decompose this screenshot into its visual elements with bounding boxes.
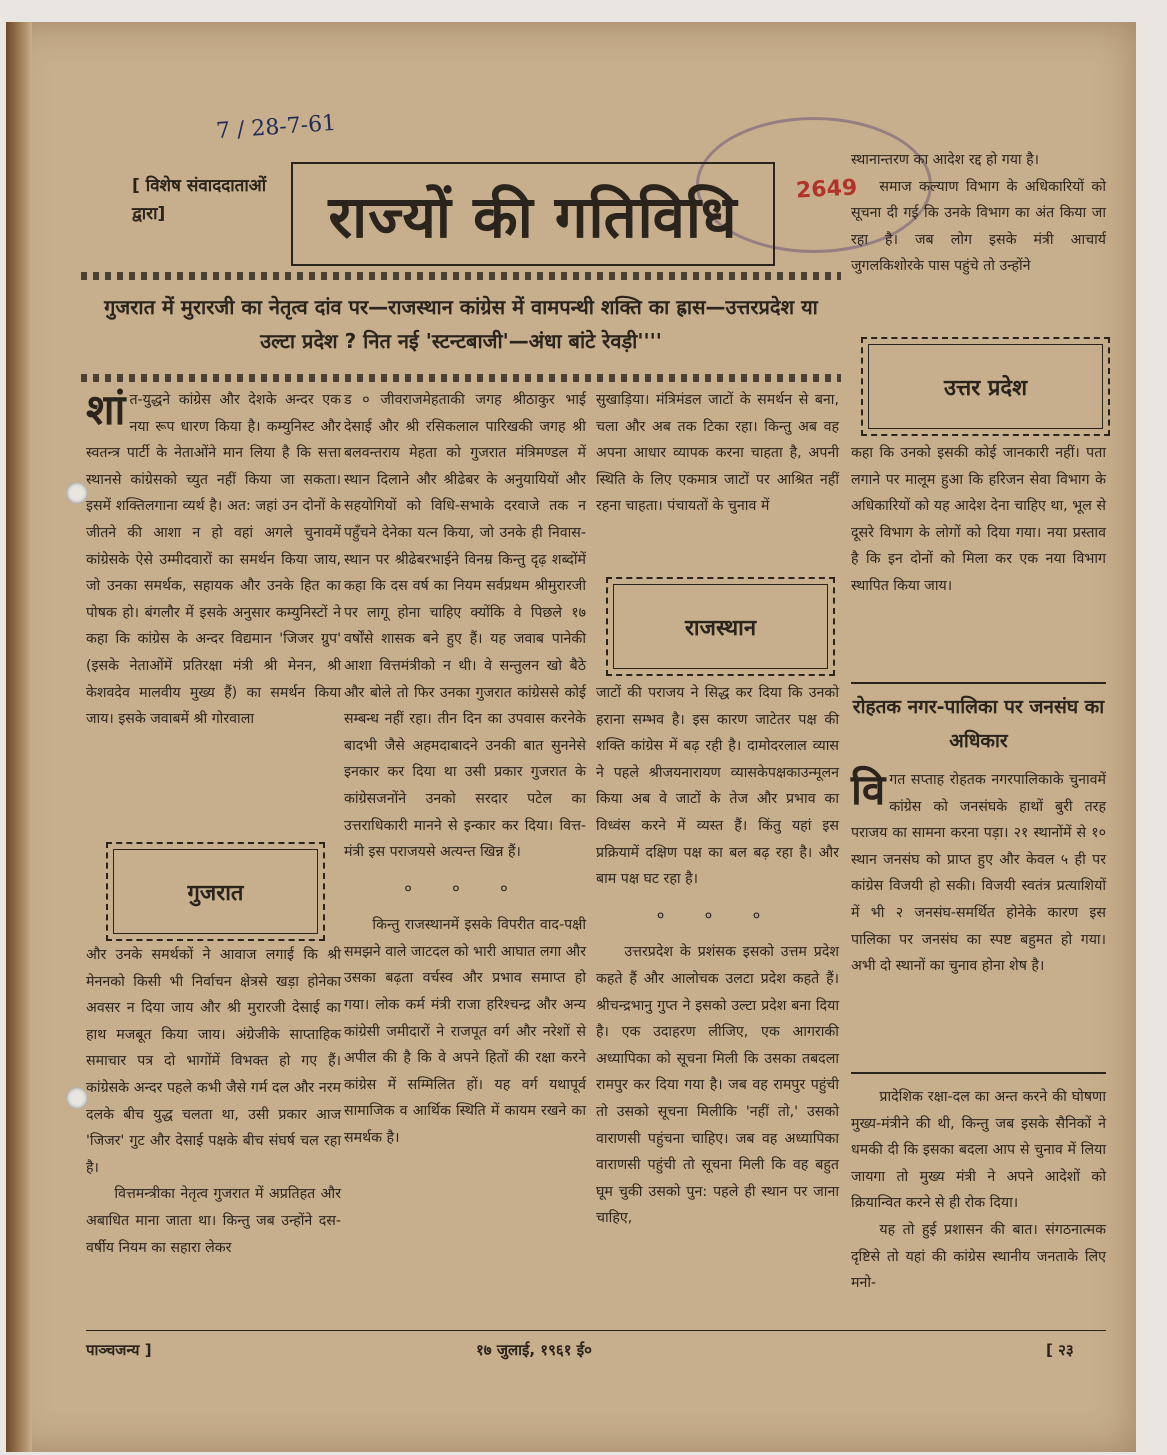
column-1: [86, 387, 341, 733]
punch-hole: [66, 1087, 88, 1109]
magazine-page: [6, 22, 1136, 1452]
section-heading-gujarat: गुजरात: [106, 842, 325, 941]
column-2-para: ड ० जीवराजमेहताकी जगह श्रीठाकुर भाई देसाई और श्री रसिकलाल पारिखकी जगह श्री बलवन्तराय मेहता को गुजरात मंत्रिमण्डल में स्थान दिलाने और श्रीढेबर के अनुयायियों और सहयोगियों को विधि-सभाके दरवाजे तक न पहुँचने देनेका यत्न किया, जो उनके ही निवास-स्थान पर श्रीढेबरभाईने विनम्र किन्तु दृढ़ शब्दोंमें कहा कि दस वर्ष का नियम सर्वप्रथम श्रीमुरारजी पर लागू होना चाहिए क्योंकि वे पिछले १७ वर्षोंसे शासक बने हुए हैं। यह जवाब पानेकी आशा वित्तमंत्रीको न थी। वे सन्तुलन खो बैठे और बोले तो फिर उनका गुजरात कांग्रेससे कोई सम्बन्ध नहीं रहा। तीन दिन का उपवास करनेके बादभी जैसे अहमदाबादने उनकी बात सुननेसे इनकार कर दिया था उसी प्रकार गुजरात के कांग्रेसजनोंने उनको सरदार पटेल का उत्तराधिकारी मानने से इन्कार कर दिया। वित्त-मंत्री इस पराजयसे अत्यन्त खिन्न हैं।: [344, 392, 586, 861]
column-divider: [851, 682, 1106, 684]
column-4-para: कहा कि उनको इसकी कोई जानकारी नहीं। पता लगाने पर मालूम हुआ कि हरिजन सेवा विभाग के अधिकारियों को यह आदेश देना चाहिए था, भूल से दूसरे विभाग के लोगों को दिया गया। नया प्रस्ताव है कि इन दोनों को मिला कर एक नया विभाग स्थापित किया जाय।: [851, 445, 1106, 594]
column-3-para: सुखाड़िया। मंत्रिमंडल जाटों के समर्थन से बना, चला और अब तक टिका रहा। किन्तु अब वह अपना आधार व्यापक करना चाहता है, अपनी स्थिति के लिए एकमात्र जाटों पर आश्रित नहीं रहना चाहता। पंचायतों के चुनाव में: [596, 392, 839, 515]
footer-publication: पाञ्चजन्य ]: [86, 1341, 152, 1359]
column-4-para: समाज कल्याण विभाग के अधिकारियों को सूचना दी गई कि उनके विभाग का अंत किया जा रहा है। जब लोग इसके मंत्री आचार्य जुगलकिशोरके पास पहुंचे तो उन्होंने: [851, 178, 1106, 275]
subheading-rohtak: रोहतक नगर-पालिका पर जनसंघ का अधिकार: [852, 696, 1105, 752]
punch-hole: [66, 482, 88, 504]
column-1-para: वित्तमन्त्रीका नेतृत्व गुजरात में अप्रतिहत और अबाधित माना जाता था। किन्तु जब उन्होंने दस-वर्षीय नियम का सहारा लेकर: [86, 1186, 341, 1256]
column-4-para: यह तो हुई प्रशासन की बात। संगठनात्मक दृष्टिसे तो यहां की कांग्रेस स्थानीय जनताके लिए मनो-: [851, 1221, 1106, 1292]
column-1-para: और उनके समर्थकों ने आवाज लगाई कि श्री मेननको किसी भी निर्वाचन क्षेत्रसे खड़ा होनेका अवसर न दिया जाय और श्री मुरारजी देसाई का हाथ मजबूत किया जाय। अंग्रेजीके साप्ताहिक समाचार पत्र दो भागोंमें विभक्त हो गए हैं। कांग्रेसके अन्दर पहले कभी जैसे गर्म दल और नरम दलके बीच युद्ध चलता था, उसी प्रकार आज 'जिजर' गुट और देसाई पक्षके बीच संघर्ष चल रहा है।: [86, 947, 341, 1176]
section-separator: ० ० ०: [656, 907, 779, 924]
dropcap: वि: [851, 765, 886, 814]
column-4-para: प्रादेशिक रक्षा-दल का अन्त करने की घोषणा मुख्य-मंत्रीने की थी, किन्तु जब इसके सैनिकों ने धमकी दी कि इसका बदला आप से चुनाव में लिया जायगा तो मुख्य मंत्री ने अपने आदेशों को क्रियान्वित करने से ही रोक दिया।: [851, 1089, 1106, 1212]
section-separator: ० ० ०: [404, 880, 526, 897]
handwritten-note: 7 / 28-7-61: [215, 110, 337, 145]
column-1-cont: [86, 942, 341, 1261]
column-4-para: स्थानान्तरण का आदेश रद्द हो गया है।: [851, 152, 1040, 168]
stamp-number: 2649: [795, 175, 858, 204]
page-title: राज्यों की गतिविधि: [291, 162, 775, 266]
footer-page-number: [ २३: [1046, 1341, 1074, 1359]
column-3-para: उत्तरप्रदेश के प्रशंसक इसको उत्तम प्रदेश कहते हैं और आलोचक उलटा प्रदेश कहते हैं। श्रीचन्द्रभानु गुप्त ने इसको उल्टा प्रदेश बना दिया है। एक उदाहरण लीजिए, एक आगराकी अध्यापिका को सूचना मिली कि उसका तबदला रामपुर कर दिया गया है। जब वह रामपुर पहुंची तो उसको सूचना मिलीकि 'नहीं तो,' उसको वाराणसी पहुंचना चाहिए। जब वह अध्यापिका वाराणसी पहुंची तो सूचना मिली कि वह बहुत घूम चुकी उसको पुन: पहले ही स्थान पर जाना चाहिए,: [596, 944, 839, 1227]
column-4-rohtak: [851, 767, 1106, 980]
column-4-para: गत सप्ताह रोहतक नगरपालिकाके चुनावमें कांग्रेस को जनसंघके हाथों बुरी तरह पराजय का सामना करना पड़ा। २१ स्थानोंमें से १० स्थान जनसंघ को प्राप्त हुए और केवल ५ ही पर कांग्रेस विजयी हो सकी। विजयी स्वतंत्र प्रत्याशियों में भी २ जनसंघ-समर्थित होनेके कारण इस पालिका पर जनसंघ का स्पष्ट बहुमत हो गया। अभी दो स्थानों का चुनाव होना शेष है।: [851, 772, 1106, 975]
column-divider: [851, 1072, 1106, 1074]
column-2: [344, 387, 586, 1152]
section-heading-rajasthan: राजस्थान: [606, 577, 835, 676]
footer-date: १७ जुलाई, १९६१ ई०: [476, 1341, 592, 1359]
footer-rule: [86, 1330, 1106, 1331]
column-4: [851, 147, 1106, 280]
dropcap: शां: [86, 385, 126, 434]
column-3: [596, 387, 839, 520]
column-4-end: [851, 1084, 1106, 1297]
column-2-para: किन्तु राजस्थानमें इसके विपरीत वाद-पक्षी समझने वाले जाटदल को भारी आघात लगा और उसका बढ़ता वर्चस्व और प्रभाव समाप्त हो गया। लोक कर्म मंत्री राजा हरिश्चन्द्र और अन्य कांग्रेसी जमीदारों ने राजपूत वर्ग और नरेशों से अपील की है कि वे अपने हितों की रक्षा करने कांग्रेस में सम्मिलित हों। यह वर्ग यथापूर्व सामाजिक व आर्थिक स्थिति में कायम रखने का समर्थक है।: [344, 917, 586, 1147]
wavy-rule: [81, 374, 841, 382]
column-3-cont: [596, 680, 839, 1232]
page-spine: [6, 22, 32, 1452]
wavy-rule: [81, 272, 841, 280]
headline: गुजरात में मुरारजी का नेतृत्व दांव पर—राजस्थान कांग्रेस में वामपन्थी शक्ति का ह्रास—उत्तरप्रदेश या उल्टा प्रदेश ? नित नई 'स्टन्टबाजी'—अंधा बांटे रेवड़ी'''': [104, 295, 818, 353]
column-4-cont: [851, 440, 1106, 600]
byline: [ विशेष संवाददाताओं द्वारा]: [132, 176, 267, 224]
column-1-para: त-युद्धने कांग्रेस और देशके अन्दर एक नया रूप धारण किया है। कम्युनिस्ट और स्वतन्त्र पार्टी के नेताओंने मान लिया है कि सत्ता स्थानसे कांग्रेसको च्युत नहीं किया जा सकता। इसमें शक्तिलगाना व्यर्थ है। अत: जहां उन दोनों के जीतने की आशा न हो वहां अगले चुनावमें कांग्रेसके ऐसे उम्मीदवारों का समर्थन किया जाय, जो उनका समर्थक, सहायक और उनके हित का पोषक हो। बंगलौर में इसके अनुसार कम्युनिस्टों ने कहा कि कांग्रेस के अन्दर विद्यमान 'जिजर ग्रुप' (इसके नेताओंमें प्रतिरक्षा मंत्री श्री मेनन, श्री केशवदेव मालवीय मुख्य हैं) का समर्थन किया जाय। इसके जवाबमें श्री गोरवाला: [86, 392, 341, 728]
section-heading-uttar-pradesh: उत्तर प्रदेश: [861, 337, 1110, 436]
column-3-para: जाटों की पराजय ने सिद्ध कर दिया कि उनको हराना सम्भव है। इस कारण जाटेतर पक्ष की शक्ति कांग्रेस में बढ़ रही है। दामोदरलाल व्यास ने पहले श्रीजयनारायण व्यासकेपक्षकाउन्मूलन किया अब वे जाटों के तेज और प्रभाव का विध्वंस करने में व्यस्त हैं। किंतु यहां इस प्रक्रियामें दक्षिण पक्ष का बल बढ़ रहा है। और बाम पक्ष घट रहा है।: [596, 685, 839, 888]
